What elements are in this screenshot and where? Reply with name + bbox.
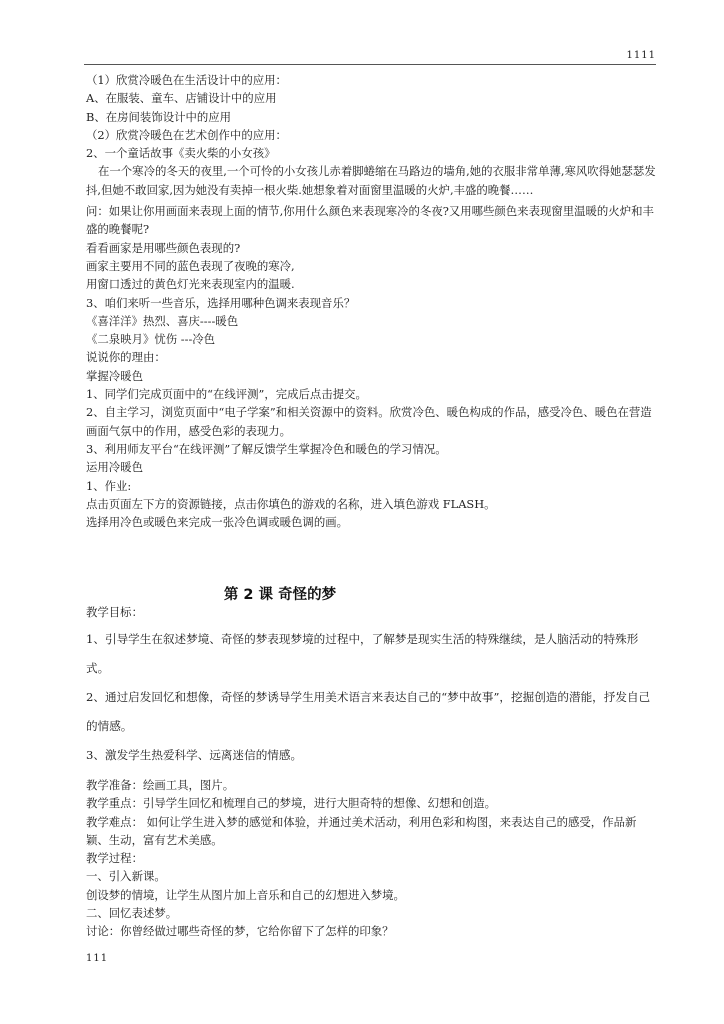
text-line: 说说你的理由： (86, 350, 166, 365)
text-line: 《喜洋洋》热烈、喜庆----暖色 (86, 313, 239, 328)
text-line: 画家主要用不同的蓝色表现了夜晚的寒冷, (86, 258, 295, 273)
lesson-title: 第 2 课 奇怪的梦 (223, 587, 337, 603)
text-line: 3、咱们来听一些音乐，选择用哪种色调来表现音乐？ (86, 295, 356, 310)
goal-item: 1、引导学生在叙述梦境、奇怪的梦表现梦境的过程中，了解梦是现实生活的特殊继续，是人脑活动的特殊形式。 (86, 632, 639, 675)
text-line: 看看画家是用哪些颜色表现的? (86, 240, 241, 255)
question-paragraph: 问：如果让你用画面来表现上面的情节,你用什么颜色来表现寒冷的冬夜?又用哪些颜色来表现窗里温暖的火炉和丰盛的晚餐呢? (86, 204, 654, 237)
text-line: 《二泉映月》忧伤 ---冷色 (86, 332, 216, 347)
text-line: 掌握冷暖色 (86, 368, 143, 383)
text-line: （1）欣赏冷暖色在生活设计中的应用： (86, 73, 287, 87)
header-rule (84, 64, 656, 65)
text-line: 讨论：你曾经做过哪些奇怪的梦，它给你留下了怎样的印象？ (86, 924, 394, 939)
text-line: 2、一个童话故事《卖火柴的小女孩》 (86, 146, 276, 161)
goals-heading: 教学目标： (86, 605, 143, 619)
teaching-key-point: 教学重点：引导学生回忆和梳理自己的梦境，进行大胆奇特的想像、幻想和创造。 (86, 796, 497, 811)
text-line: B、在房间装饰设计中的应用 (86, 109, 232, 124)
teaching-prep: 教学准备：绘画工具，图片。 (86, 778, 235, 792)
text-line: 用窗口透过的黄色灯光来表现室内的温暖. (86, 277, 295, 292)
text-line: 创设梦的情境，让学生从图片加上音乐和自己的幻想进入梦境。 (86, 887, 405, 902)
lesson1-content (86, 71, 656, 531)
text-line: 二、回忆表述梦。 (86, 906, 178, 921)
text-line: A、在服装、童车、店铺设计中的应用 (86, 91, 277, 106)
text-line: 1、作业: (86, 478, 132, 493)
footer-page-number: 111 (86, 953, 109, 964)
goal-item: 3、激发学生热爱科学、远离迷信的情感。 (86, 748, 303, 762)
text-line: 教学过程： (86, 851, 143, 866)
lesson2-plan (86, 776, 656, 941)
text-line: 运用冷暖色 (86, 460, 143, 475)
text-line: 一、引入新课。 (86, 869, 166, 884)
text-line: 选择用冷色或暖色来完成一张冷色调或暖色调的画。 (86, 515, 348, 530)
text-line: （2）欣赏冷暖色在艺术创作中的应用： (86, 127, 287, 142)
text-line: 点击页面左下方的资源链接，点击你填色的游戏的名称，进入填色游戏 FLASH。 (86, 496, 496, 511)
header-page-number: 1111 (626, 50, 656, 61)
text-line: 3、利用师友平台“在线评测”了解反馈学生掌握冷色和暖色的学习情况。 (86, 441, 447, 456)
teaching-difficulty: 教学难点： 如何让学生进入梦的感觉和体验，并通过美术活动，利用色彩和构图，来表达自己的感受，作品新颖、生动，富有艺术美感。 (86, 814, 637, 847)
story-paragraph: 在一个寒冷的冬天的夜里,一个可怜的小女孩儿赤着脚蜷缩在马路边的墙角,她的衣服非常单薄,寒风吹得她瑟瑟发抖,但她不敢回家,因为她没有卖掉一根火柴.她想象着对面窗里温暖的火炉,丰盛的晚餐…… (86, 164, 656, 197)
text-line: 1、同学们完成页面中的“在线评测”，完成后点击提交。 (86, 387, 367, 402)
lesson2-goals (86, 603, 656, 770)
self-study-paragraph: 2、自主学习，浏览页面中“电子学案”和相关资源中的资料。欣赏冷色、暖色构成的作品，感受冷色、暖色在营造画面气氛中的作用，感受色彩的表现力。 (86, 405, 652, 438)
goal-item: 2、通过启发回忆和想像，奇怪的梦诱导学生用美术语言来表达自己的“梦中故事”，挖掘创造的潜能，抒发自己的情感。 (86, 690, 651, 733)
